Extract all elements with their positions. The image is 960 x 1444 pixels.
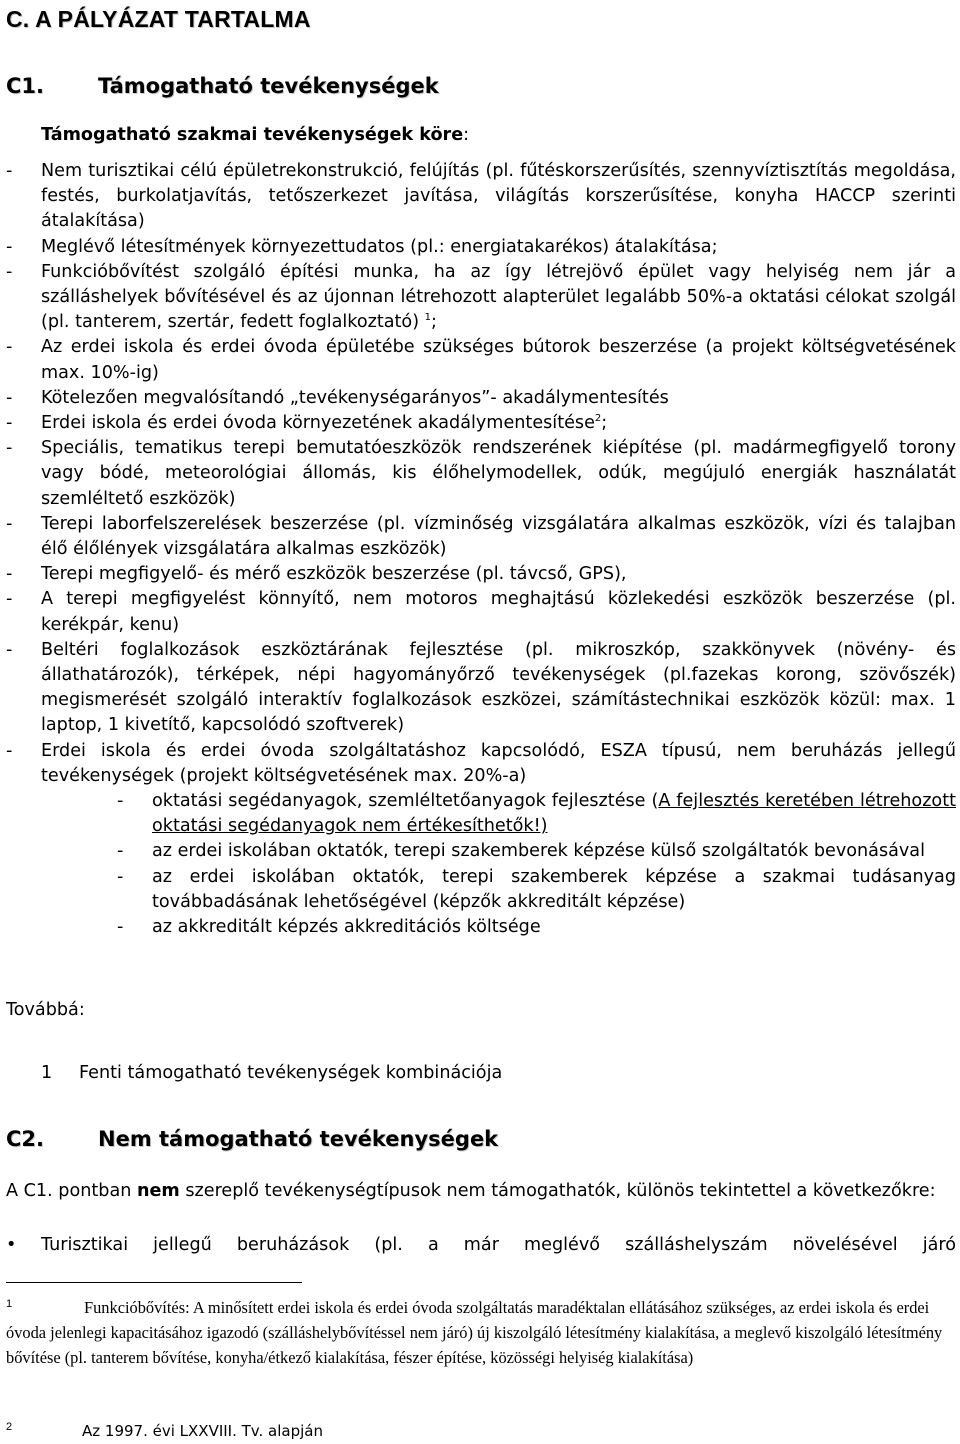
footnote-1: 1 Funkcióbővítés: A minősített erdei iskola és erdei óvoda szolgáltatás maradéktalan ellátásához szükséges, az erdei iskola és erdei óvoda jelenlegi kapacitásához igazodó (szálláshelybővítéssel nem járó) új kiszolgáló létesítmény kialakítása, a meglevő kiszolgáló létesítmény bővítése (pl. tanterem bővítése, konyha/étkező kialakítása, fészer építése, közösségi helyiség kialakítása) — [6, 1297, 943, 1367]
dash-marker: - — [117, 841, 124, 862]
supported-activities-list — [6, 159, 956, 940]
c2-paragraph: A C1. pontban nem szereplő tevékenységtípusok nem támogathatók, különös tekintettel a következőkre: — [6, 1181, 936, 1201]
section-number-c1: C1. — [6, 74, 45, 98]
list-item: - Terepi laborfelszerelések beszerzése (pl. vízminőség vizsgálatára alkalmas eszközök, vízi és talajban élő élőlények vizsgálatára alkalmas eszközök) — [6, 513, 956, 560]
list-item: - Erdei iskola és erdei óvoda környezetének akadálymentesítése$^2$; — [6, 411, 956, 436]
list-item: • Turisztikai jellegű beruházások (pl. a már meglévő szálláshelyszám növelésével járó — [6, 1235, 956, 1255]
combination-item: 1 Fenti támogatható tevékenységek kombinációja — [41, 1063, 503, 1083]
section-heading-main: C. A PÁLYÁZAT TARTALMA — [6, 6, 311, 32]
list-item: - Terepi megfigyelő- és mérő eszközök beszerzése (pl. távcső, GPS), — [6, 562, 956, 587]
dash-marker: - — [117, 917, 124, 938]
dash-marker: - — [6, 161, 13, 181]
list-item: - Beltéri foglalkozások eszköztárának fejlesztése (pl. mikroszkóp, szakkönyvek (növény- és állathatározók), térképek, népi hagyományőrző tevékenységek (pl.fazekas korong, szövőszék) megismerését szolgáló interaktív foglalkozások eszközei, számítástechnikai eszközök közül: max. 1 laptop, 1 kivetítő, kapcsolódó szoftverek) — [6, 639, 956, 736]
dash-marker: - — [6, 564, 13, 585]
footnote-separator — [6, 1282, 302, 1283]
section-title-c2: Nem támogatható tevékenységek — [98, 1127, 499, 1151]
further-label: Továbbá: — [6, 1000, 85, 1020]
sub-list-item: - az akkreditált képzés akkreditációs költsége — [117, 915, 956, 940]
dash-marker: - — [6, 236, 13, 257]
section-heading-c2 — [6, 1127, 498, 1151]
list-item: - A terepi megfigyelést könnyítő, nem motoros meghajtású közlekedési eszközök beszerzése (pl. kerékpár, kenu) — [6, 589, 956, 635]
sub-list-item: - oktatási segédanyagok, szemléltetőanyagok fejlesztése (A fejlesztés keretében létrehozott oktatási segédanyagok nem értékesíthetők!) — [117, 791, 956, 837]
section-number-c2: C2. — [6, 1127, 45, 1151]
dash-marker: - — [6, 413, 13, 434]
dash-marker: - — [6, 387, 13, 408]
dash-marker: - — [6, 740, 13, 761]
footnote-2: 2 Az 1997. évi LXXVIII. Tv. alapján — [6, 1421, 323, 1440]
esza-sub-list — [117, 789, 956, 940]
dash-marker: - — [117, 866, 124, 887]
list-item: - Speciális, tematikus terepi bemutatóeszközök rendszerének kiépítése (pl. madármegfigyelő torony vagy bódé, meteorológiai állomás, kis élőhelymodellek, odúk, megújuló energiák használatát szemléltető eszközök) — [6, 438, 956, 509]
subheading-supported-activities: Támogatható szakmai tevékenységek köre: — [41, 125, 470, 145]
bullet-dot: • — [6, 1235, 17, 1255]
underlined-note: A fejlesztés keretében létrehozott oktatási segédanyagok nem értékesíthetők!) — [152, 791, 956, 837]
dash-marker: - — [6, 337, 13, 358]
dash-marker: - — [6, 438, 13, 459]
sub-list-item: - az erdei iskolában oktatók, terepi szakemberek képzése külső szolgáltatók bevonásával — [117, 839, 956, 864]
list-item: - Erdei iskola és erdei óvoda szolgáltatáshoz kapcsolódó, ESZA típusú, nem beruházás jellegű tevékenységek (projekt költségvetésének max. 20%-a) — [6, 740, 956, 786]
footnote-ref-2: 2 — [594, 413, 602, 425]
section-title-c1: Támogatható tevékenységek — [98, 74, 439, 98]
list-item: - Kötelezően megvalósítandó „tevékenységarányos”- akadálymentesítés — [6, 386, 956, 411]
dash-marker: - — [6, 639, 13, 660]
dash-marker: - — [6, 261, 13, 282]
list-item: - Nem turisztikai célú épületrekonstrukció, felújítás (pl. fűtéskorszerűsítés, szennyvíztisztítás megoldása, festés, burkolatjavítás, tetőszerkezet javítása, világítás korszerűsítése, konyha HACCP szerinti átalakítása) — [6, 161, 956, 232]
list-item: - Funkcióbővítést szolgáló építési munka, ha az így létrejövő épület vagy helyiség nem jár a szálláshelyek bővítésével és az újonnan létrehozott alapterület legalább 50%-a oktatási célokat szolgál (pl. tanterem, szertár, fedett foglalkoztató) $^1$; — [6, 261, 956, 333]
section-heading-c1 — [6, 74, 439, 98]
sub-list-item: - az erdei iskolában oktatók, terepi szakemberek képzése a szakmai tudásanyag továbbadásának lehetőségével (képzők akkreditált képzése) — [117, 866, 956, 912]
dash-marker: - — [117, 791, 124, 812]
list-item: - Meglévő létesítmények környezettudatos (pl.: energiatakarékos) átalakítása; — [6, 235, 956, 260]
footnote-ref-1: 1 — [424, 312, 432, 324]
dash-marker: - — [6, 589, 13, 610]
dash-marker: - — [6, 513, 13, 534]
list-item: - Az erdei iskola és erdei óvoda épületébe szükséges bútorok beszerzése (a projekt költségvetésének max. 10%-ig) — [6, 337, 956, 383]
